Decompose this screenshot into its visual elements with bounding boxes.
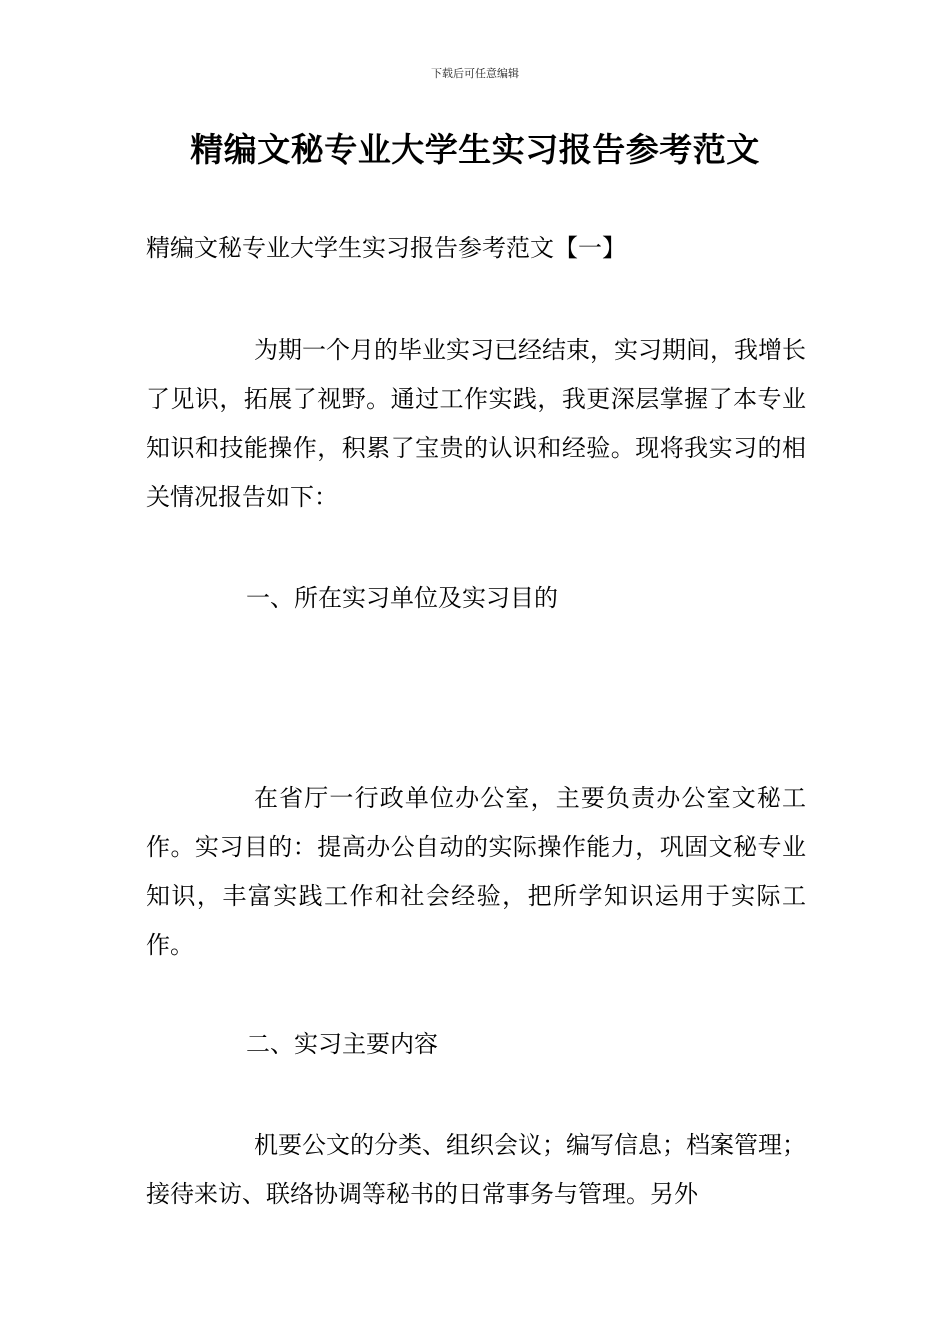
heading-internship-unit: 一、所在实习单位及实习目的 — [246, 584, 558, 612]
document-title: 精编文秘专业大学生实习报告参考范文 — [190, 130, 760, 169]
paragraph-internship-unit: 在省厅一行政单位办公室，主要负责办公室文秘工作。实习目的：提高办公自动的实际操作能力，巩固文秘专业知识，丰富实践工作和社会经验，把所学知识运用于实际工作。 — [146, 784, 806, 959]
section-subtitle: 精编文秘专业大学生实习报告参考范文【一】 — [146, 234, 626, 262]
heading-main-content: 二、实习主要内容 — [246, 1030, 438, 1058]
paragraph-main-content: 机要公文的分类、组织会议；编写信息；档案管理；接待来访、联络协调等秘书的日常事务与管理。另外 — [146, 1131, 806, 1208]
header-note: 下载后可任意编辑 — [431, 67, 519, 80]
paragraph-intro: 为期一个月的毕业实习已经结束，实习期间，我增长了见识，拓展了视野。通过工作实践，我更深层掌握了本专业知识和技能操作，积累了宝贵的认识和经验。现将我实习的相关情况报告如下： — [146, 336, 806, 511]
